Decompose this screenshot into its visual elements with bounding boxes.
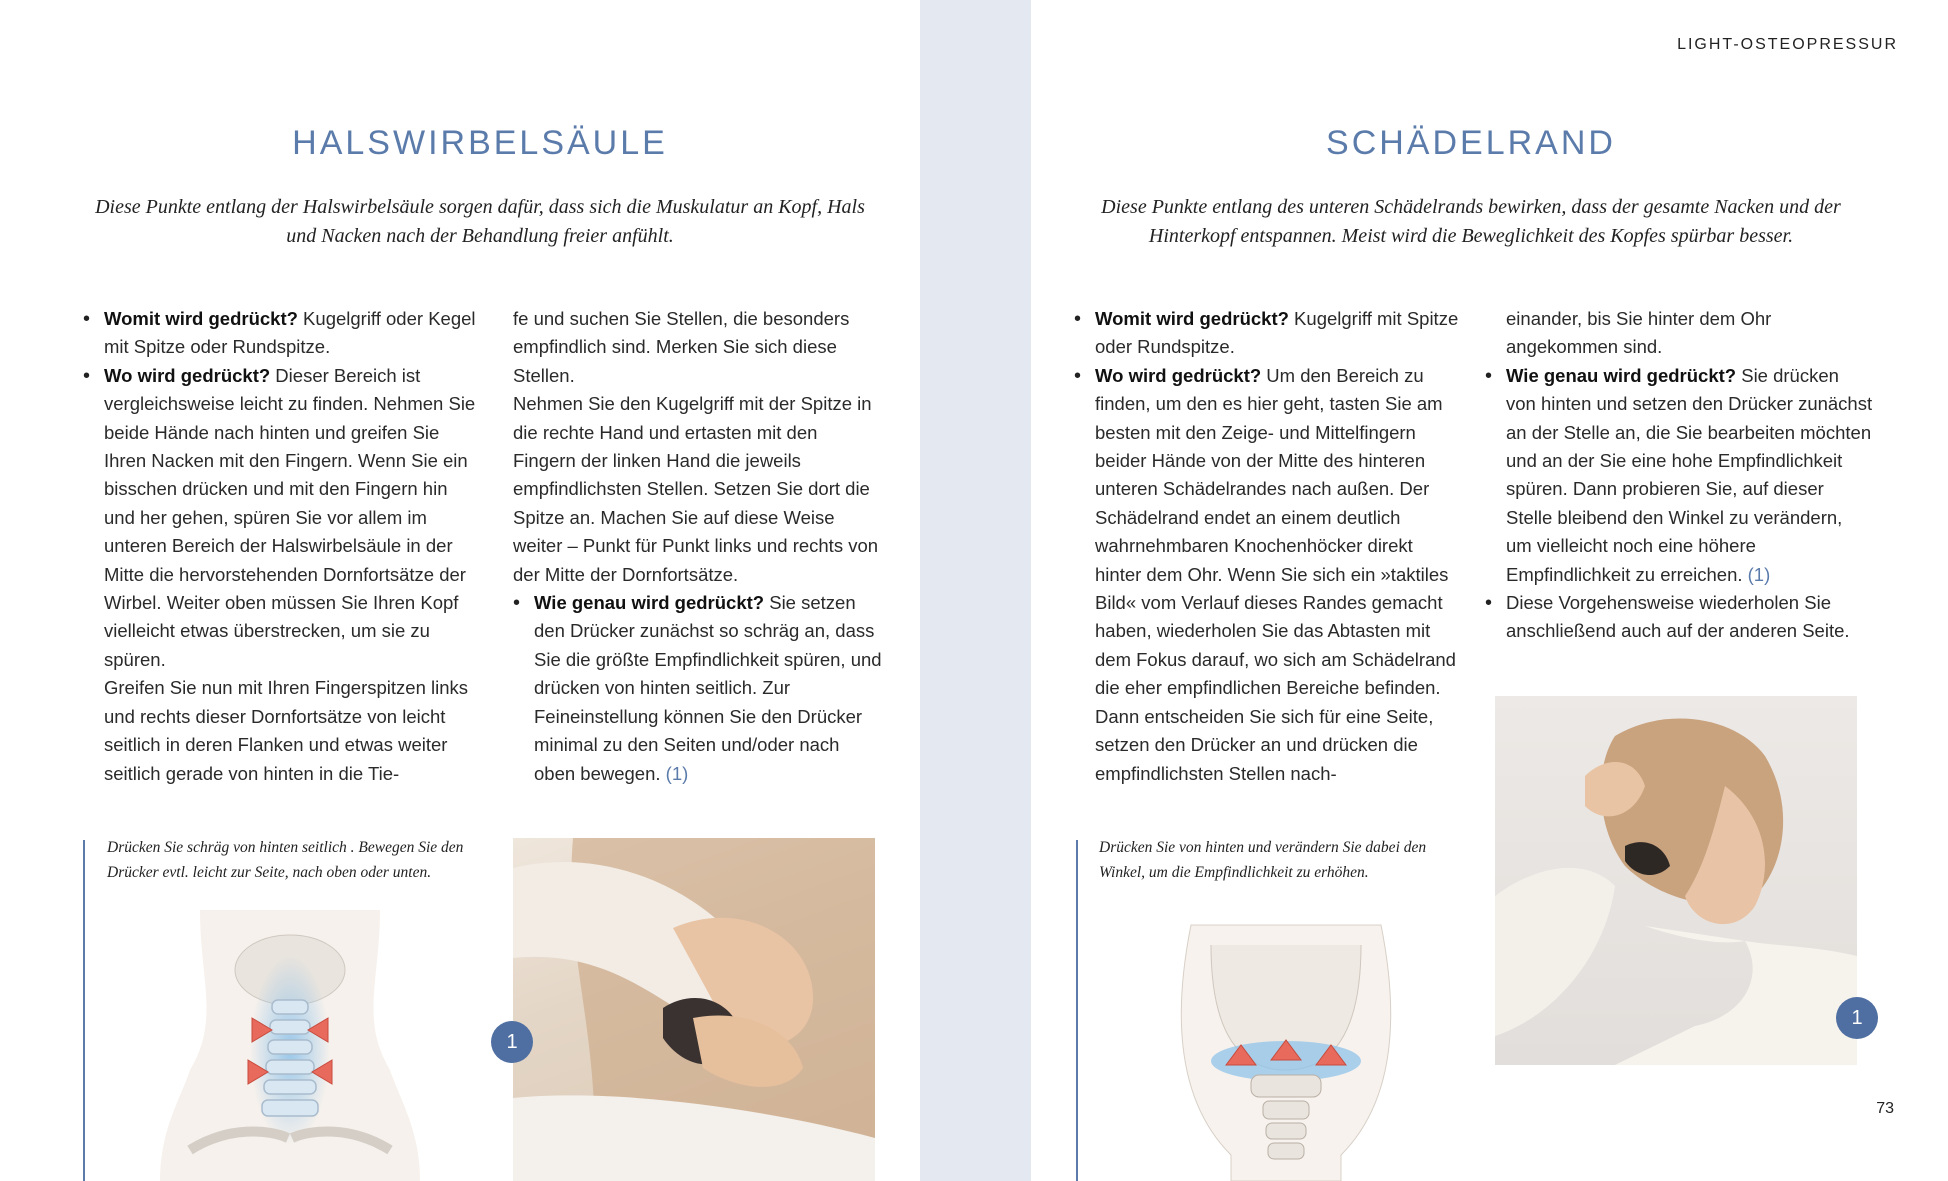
right-intro: Diese Punkte entlang des unteren Schädelrands bewirken, dass der gesamte Nacken und der Hinterkopf entspannen. Meist wird die Beweglichkeit des Kopfes spürbar besser. (1101, 196, 1841, 247)
neck-treatment-photo (513, 838, 875, 1181)
list-item (1074, 305, 1462, 362)
right-column-1 (1074, 305, 1462, 788)
left-caption: Drücken Sie schräg von hinten seitlich . Bewegen Sie den Drücker evtl. leicht zur Seite, nach oben oder unten. (107, 839, 464, 881)
list-item (513, 589, 885, 788)
paragraph: Greifen Sie nun mit Ihren Fingerspitzen links und rechts dieser Dornfortsätze von leicht seitlich in deren Flanken und etwas weiter seitlich gerade von hinten in die Tie- (104, 677, 469, 784)
caption-divider (1076, 840, 1078, 1181)
right-page-title: SCHÄDELRAND (1326, 124, 1616, 162)
bullet-label: Womit wird gedrückt? (104, 308, 298, 329)
left-page (0, 0, 920, 1181)
bullet-text: Sie setzen den Drücker zunächst so schräg an, dass Sie die größte Empfindlichkeit spüren, und drücken von hinten seitlich. Zur Feineinstellung können Sie den Drücker minimal zu den Seiten und/oder nach oben bewegen. (534, 592, 882, 784)
right-caption: Drücken Sie von hinten und verändern Sie dabei den Winkel, um die Empfindlichkeit zu erhöhen. (1099, 839, 1427, 881)
figure-badge: 1 (491, 1021, 533, 1063)
paragraph: Nehmen Sie den Kugelgriff mit der Spitze in die rechte Hand und ertasten mit den Fingern der linken Hand die jeweils empfindlichsten Stellen. Setzen Sie dort die Spitze an. Machen Sie auf diese Weise weiter – Punkt für Punkt links und rechts von der Mitte der Dornfortsätze. (513, 393, 879, 585)
list-item (1485, 362, 1873, 589)
bullet-label: Wie genau wird gedrückt? (534, 592, 765, 614)
bullet-text: Dieser Bereich ist vergleichsweise leicht zu finden. Nehmen Sie beide Hände nach hinten und greifen Sie Ihren Nacken mit den Fingern. Wenn Sie ein bisschen drücken und mit den Fingern hin und her gehen, spüren Sie vor allem im unteren Bereich der Halswirbelsäule in der Mitte die hervorstehenden Dornfortsätze der Wirbel. Weiter oben müssen Sie Ihren Kopf vielleicht etwas überstrecken, um sie zu spüren. (104, 364, 476, 670)
bullet-label: Wo wird gedrückt? (104, 364, 271, 386)
bullet-text: Diese Vorgehensweise wiederholen Sie anschließend auch auf der anderen Seite. (1506, 592, 1850, 642)
right-page (1031, 0, 1948, 1181)
bullet-label: Wie genau wird gedrückt? (1506, 364, 1737, 386)
figure-reference[interactable]: (1) (1747, 563, 1771, 585)
left-page-title: HALSWIRBELSÄULE (292, 124, 668, 162)
book-gutter (920, 0, 1031, 1181)
figure-reference[interactable]: (1) (665, 762, 689, 784)
list-item (1485, 589, 1873, 646)
bullet-text: Kugelgriff oder Kegel mit Spitze oder Rundspitze. (104, 308, 476, 358)
bullet-text: Sie drücken von hinten und setzen den Drücker zunächst an der Stelle an, die Sie bearbeiten möchten und an der Sie eine hohe Empfindlichkeit spüren. Dann probieren Sie, auf dieser Stelle bleibend den Winkel zu verändern, um vielleicht noch eine höhere Empfindlichkeit zu erreichen. (1506, 364, 1873, 585)
list-item (83, 305, 478, 362)
list-item (83, 362, 478, 674)
skull-base-illustration (1171, 905, 1401, 1181)
skull-treatment-photo (1495, 696, 1857, 1065)
caption-divider (83, 840, 85, 1181)
left-column-2 (513, 305, 885, 788)
bullet-text: Kugelgriff mit Spitze oder Rundspitze. (1095, 308, 1459, 358)
right-column-2 (1485, 305, 1873, 646)
paragraph: fe und suchen Sie Stellen, die besonders empfindlich sind. Merken Sie sich diese Stellen. (513, 308, 850, 386)
left-intro: Diese Punkte entlang der Halswirbelsäule sorgen dafür, dass sich die Muskulatur an Kopf, Hals und Nacken nach der Behandlung freier anfühlt. (95, 196, 865, 247)
running-head: LIGHT-OSTEOPRESSUR (1677, 36, 1898, 53)
left-column-1 (83, 305, 478, 788)
paragraph: einander, bis Sie hinter dem Ohr angekommen sind. (1506, 308, 1772, 358)
list-item (1074, 362, 1462, 788)
bullet-label: Wo wird gedrückt? (1095, 364, 1262, 386)
bullet-text: Um den Bereich zu finden, um den es hier geht, tasten Sie am besten mit den Zeige- und Mittelfingern beider Hände von der Mitte des hinteren unteren Schädelrandes nach außen. Der Schädelrand endet an einem deutlich wahrnehmbaren Knochenhöcker direkt hinter dem Ohr. Wenn Sie sich ein »taktiles Bild« vom Verlauf dieses Randes gemacht haben, wiederholen Sie das Abtasten mit dem Fokus darauf, wo sich am Schädelrand die eher empfindlichen Bereiche befinden. Dann entscheiden Sie sich für eine Seite, setzen den Drücker an und drücken die empfindlichsten Stellen nach- (1095, 364, 1456, 784)
bullet-label: Womit wird gedrückt? (1095, 308, 1289, 329)
figure-badge: 1 (1836, 997, 1878, 1039)
cervical-spine-illustration (160, 900, 420, 1181)
page-number: 73 (1876, 1100, 1894, 1117)
